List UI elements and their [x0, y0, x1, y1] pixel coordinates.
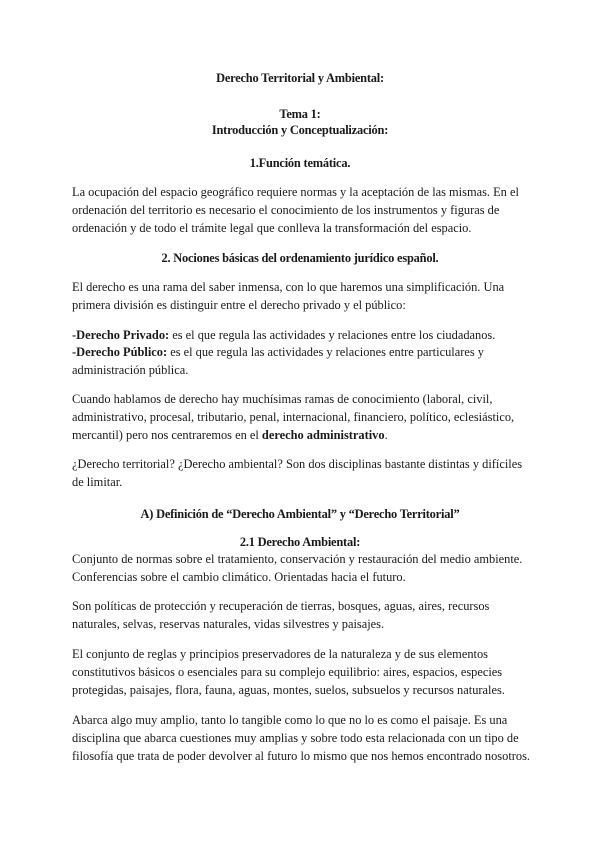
document-title: Derecho Territorial y Ambiental:	[216, 71, 384, 85]
derecho-privado-item	[72, 326, 532, 344]
ramas-end: .	[384, 428, 388, 442]
reglas-paragraph: El conjunto de reglas y principios preservadores de la naturaleza y de sus elementos constitutivos básicos o esenciales para su complejo equilibrio: aires, espacios, especies protegidas, paisajes, flora, fauna, aguas, montes, suelos, subsuelos y recursos naturales.	[72, 647, 505, 697]
tema-heading: Tema 1:	[279, 107, 321, 121]
derecho-privado-label: -Derecho Privado:	[72, 328, 170, 342]
section-2-paragraph: El derecho es una rama del saber inmensa, con lo que haremos una simplificación. Una primera división es distinguir entre el derecho privado y el público:	[72, 280, 505, 312]
derecho-publico-item	[72, 343, 532, 379]
section-1-heading: 1.Función temática.	[249, 156, 351, 170]
section-2-heading: 2. Nociones básicas del ordenamiento jurídico español.	[161, 251, 439, 265]
tema-subtitle: Introducción y Conceptualización:	[211, 123, 389, 137]
subsection-2-1-paragraph: Conjunto de normas sobre el tratamiento, conservación y restauración del medio ambiente. Conferencias sobre el cambio climático. Orientadas hacia el futuro.	[72, 552, 523, 584]
section-a-heading: A) Definición de “Derecho Ambiental” y “Derecho Territorial”	[140, 507, 460, 521]
section-1-paragraph: La ocupación del espacio geográfico requiere normas y la aceptación de las mismas. En el ordenación del territorio es necesario el conocimiento de los instrumentos y figuras de ordenación y de todo el trámite legal que conlleva la transformación del espacio.	[72, 185, 519, 235]
politicas-paragraph: Son políticas de protección y recuperación de tierras, bosques, aguas, aires, recursos naturales, selvas, reservas naturales, vidas silvestres y paisajes.	[72, 599, 490, 631]
derecho-publico-label: -Derecho Público:	[72, 345, 168, 359]
ramas-text: Cuando hablamos de derecho hay muchísimas ramas de conocimiento (laboral, civil, administrativo, procesal, tributario, penal, internacional, financiero, político, eclesiástico, mercantil) pero nos centraremos en el	[72, 392, 515, 442]
question-paragraph: ¿Derecho territorial? ¿Derecho ambiental? Son dos disciplinas bastante distintas y difíciles de limitar.	[72, 457, 523, 489]
derecho-privado-text: es el que regula las actividades y relaciones entre los ciudadanos.	[169, 328, 496, 342]
ramas-bold: derecho administrativo	[261, 428, 385, 442]
subsection-2-1-heading: 2.1 Derecho Ambiental:	[239, 535, 361, 549]
abarca-paragraph: Abarca algo muy amplio, tanto lo tangible como lo que no lo es como el paisaje. Es una disciplina que abarca cuestiones muy amplias y sobre todo esta relacionada con un tipo de filosofía que trata de poder devolver al futuro lo mismo que nos hemos encontrado nosotros.	[72, 713, 530, 763]
ramas-paragraph	[72, 390, 532, 444]
derecho-publico-text: es el que regula las actividades y relaciones entre particulares y administración pública.	[72, 345, 484, 377]
